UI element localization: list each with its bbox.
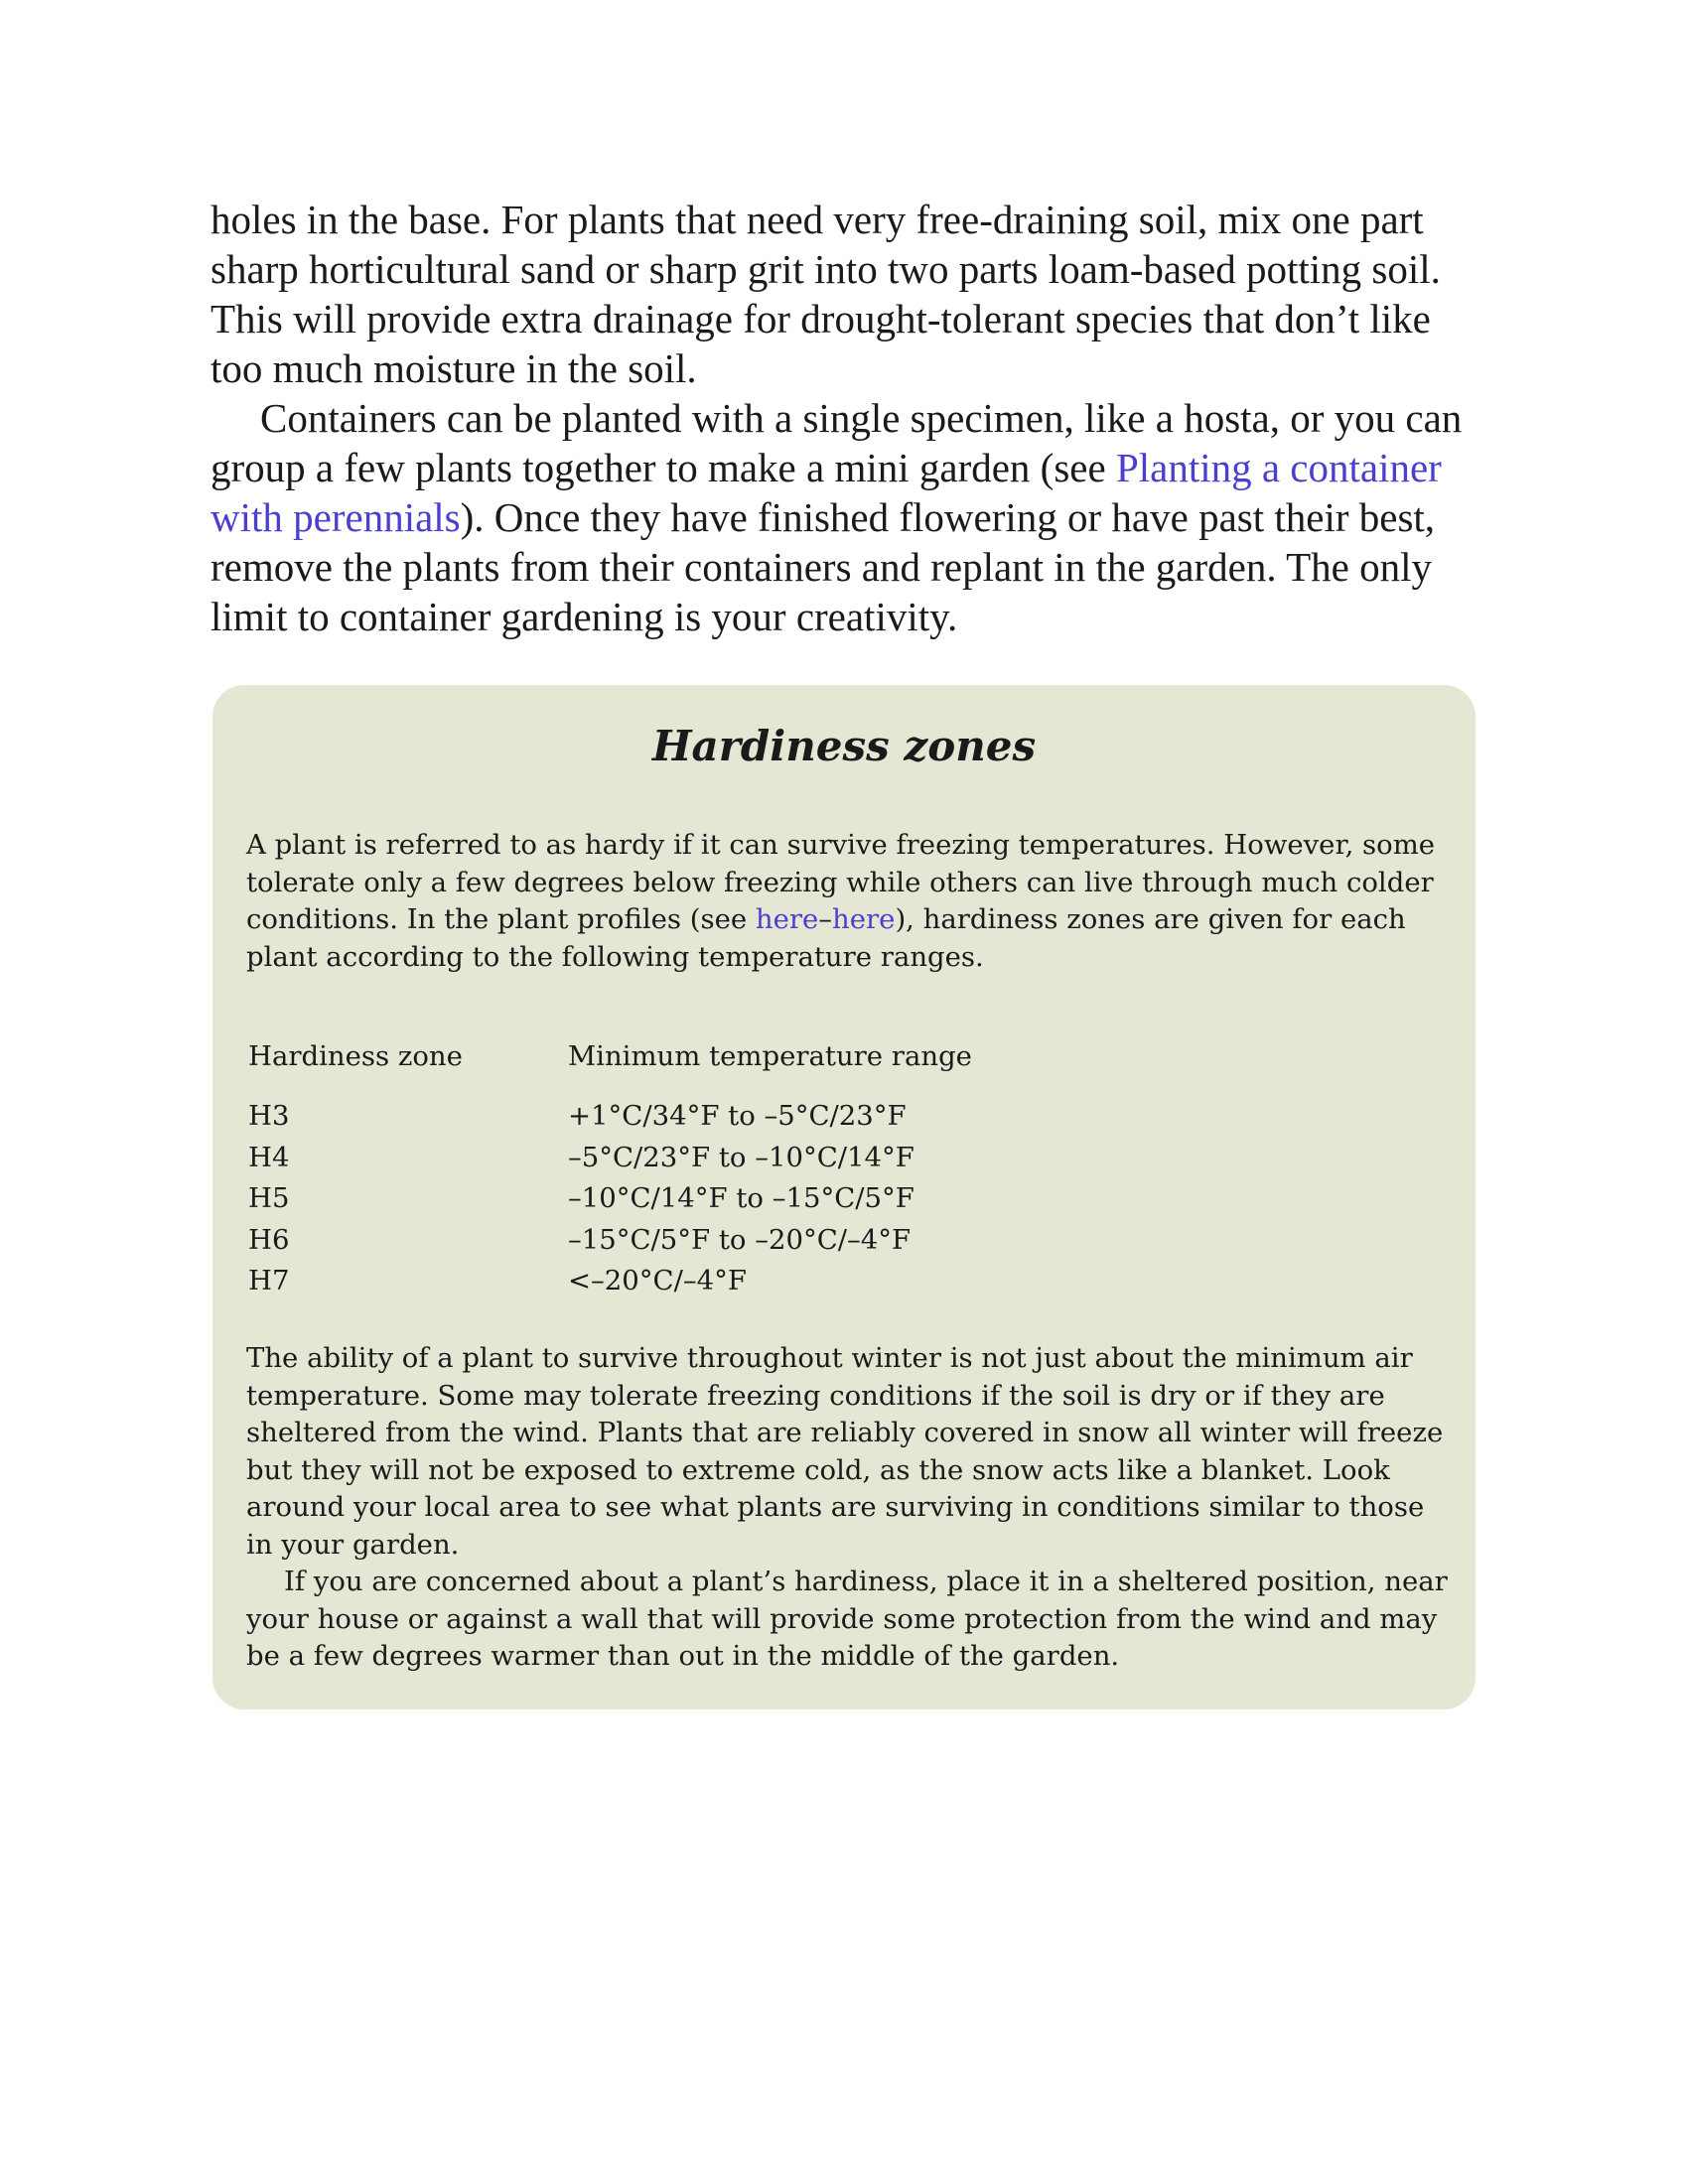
range-cell: –15°C/5°F to –20°C/–4°F bbox=[568, 1223, 912, 1256]
sidebar-title: Hardiness zones bbox=[651, 722, 1037, 770]
containers-text-before: Containers can be planted with a single specimen, like a hosta, or you can group a few plants together to make a mini garden (see bbox=[211, 395, 1463, 490]
intro-text-before: A plant is referred to as hardy if it can survive freezing temperatures. However, some tolerate only a few degrees below freezing while others can live through much colder conditions. In the plant profiles (see bbox=[246, 829, 1436, 935]
zone-cell: H7 bbox=[248, 1265, 290, 1297]
intro-text-after: ), hardiness zones are given for each plant according to the following temperature ranges. bbox=[246, 903, 1406, 973]
planting-container-link[interactable]: Planting a container with perennials bbox=[211, 445, 1442, 540]
range-cell: –5°C/23°F to –10°C/14°F bbox=[568, 1141, 914, 1173]
intro-dash: – bbox=[818, 903, 833, 935]
sidebar-intro bbox=[246, 827, 1452, 976]
range-cell: <–20°C/–4°F bbox=[568, 1265, 747, 1297]
header-temperature-range: Minimum temperature range bbox=[568, 1040, 972, 1072]
zone-cell: H6 bbox=[248, 1223, 290, 1256]
body-text bbox=[211, 195, 1491, 641]
body-paragraph-drainage: holes in the base. For plants that need very free-draining soil, mix one part sharp horticultural sand or sharp grit into two parts loam-based potting soil. This will provide extra drainage for drought-tolerant species that don’t like too much moisture in the soil. bbox=[211, 197, 1441, 391]
zone-cell: H3 bbox=[248, 1100, 290, 1132]
range-cell: +1°C/34°F to –5°C/23°F bbox=[568, 1100, 907, 1132]
plant-profiles-link-end[interactable]: here bbox=[832, 903, 896, 935]
plant-profiles-link-start[interactable]: here bbox=[755, 903, 819, 935]
table-row bbox=[248, 1178, 1142, 1220]
containers-text-after: ). Once they have finished flowering or have past their best, remove the plants from their containers and replant in the garden. The only limit to container gardening is your creativity. bbox=[211, 494, 1436, 639]
body-paragraph-containers bbox=[211, 393, 1491, 641]
header-hardiness-zone: Hardiness zone bbox=[248, 1040, 463, 1072]
zone-cell: H5 bbox=[248, 1182, 290, 1214]
table-row bbox=[248, 1096, 1142, 1138]
table-header-row bbox=[248, 1034, 1142, 1078]
sidebar-sheltered-position-paragraph: If you are concerned about a plant’s hardiness, place it in a sheltered position, near your house or against a wall that will provide some protection from the wind and may be a few degrees warmer than out in the middle of the garden. bbox=[246, 1566, 1448, 1672]
hardiness-zones-sidebar bbox=[212, 685, 1476, 1709]
hardiness-zone-table bbox=[248, 1034, 1142, 1302]
zone-cell: H4 bbox=[248, 1141, 290, 1173]
sidebar-winter-survival-paragraph: The ability of a plant to survive throughout winter is not just about the minimum air temperature. Some may tolerate freezing conditions if the soil is dry or if they are sheltered from the wind. Plants that are reliably covered in snow all winter will freeze but they will not be exposed to extreme cold, as the snow acts like a blanket. Look around your local area to see what plants are surviving in conditions similar to those in your garden. bbox=[246, 1342, 1444, 1561]
table-row bbox=[248, 1261, 1142, 1302]
table-row bbox=[248, 1220, 1142, 1262]
table-row bbox=[248, 1138, 1142, 1179]
range-cell: –10°C/14°F to –15°C/5°F bbox=[568, 1182, 914, 1214]
